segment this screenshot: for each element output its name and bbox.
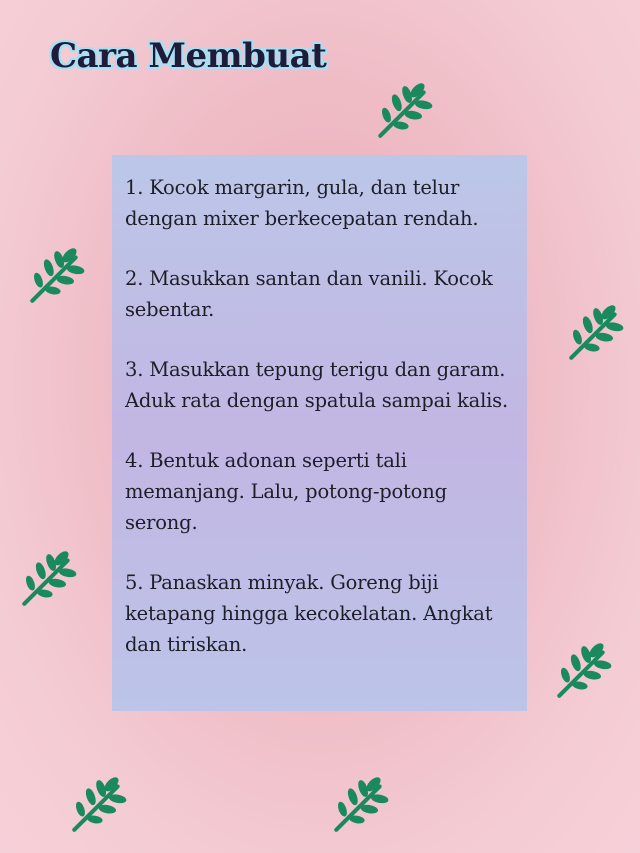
step-2: 2. Masukkan santan dan vanili. Kocok sebentar. (125, 267, 493, 321)
leaf-sprig-icon (328, 774, 390, 836)
step-5: 5. Panaskan minyak. Goreng biji ketapang hingga kecokelatan. Angkat dan tiriskan. (125, 571, 493, 656)
leaf-sprig-icon (24, 245, 86, 307)
leaf-sprig-icon (551, 640, 613, 702)
leaf-sprig-icon (16, 548, 78, 610)
instructions-card (112, 155, 527, 711)
step-3: 3. Masukkan tepung terigu dan garam. Aduk rata dengan spatula sampai kalis. (125, 358, 508, 412)
step-1: 1. Kocok margarin, gula, dan telur dengan mixer berkecepatan rendah. (125, 176, 479, 230)
leaf-sprig-icon (66, 774, 128, 836)
step-4: 4. Bentuk adonan seperti tali memanjang. Lalu, potong-potong serong. (125, 449, 447, 534)
leaf-sprig-icon (563, 302, 625, 364)
leaf-sprig-icon (372, 80, 434, 142)
page-title: Cara Membuat (50, 36, 327, 76)
